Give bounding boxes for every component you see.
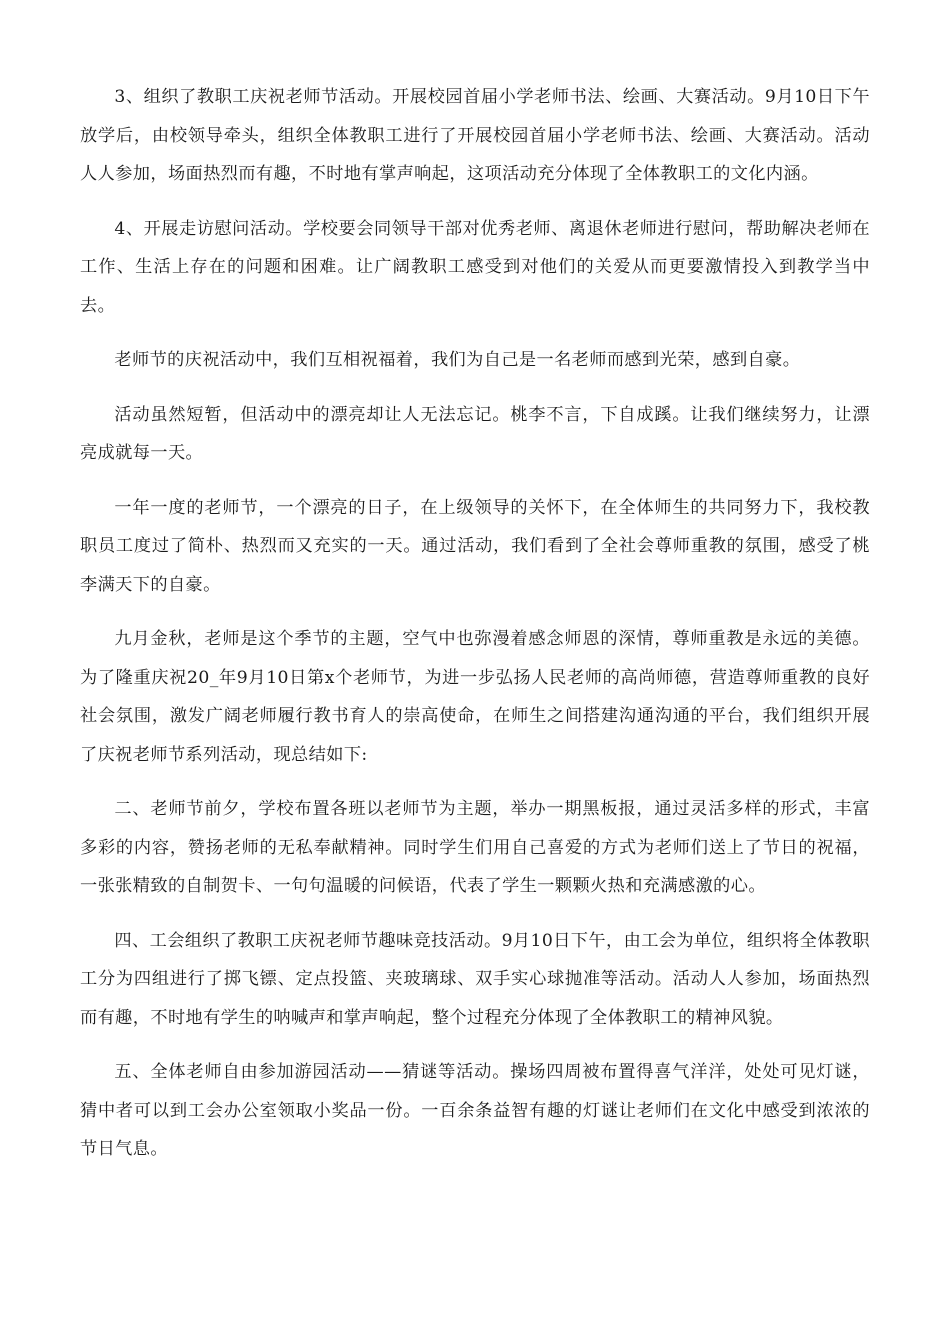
paragraph-section-5: 五、全体老师自由参加游园活动——猜谜等活动。操场四周被布置得喜气洋洋，处处可见灯谜，猜中者可以到工会办公室领取小奖品一份。一百余条益智有趣的灯谜让老师们在文化中感受到浓浓的节日气息。 [80,1062,870,1159]
paragraph-closing-wish: 活动虽然短暂，但活动中的漂亮却让人无法忘记。桃李不言，下自成蹊。让我们继续努力，让漂亮成就每一天。 [80,404,870,463]
paragraph-activity-4: 4、开展走访慰问活动。学校要会同领导干部对优秀老师、离退休老师进行慰问，帮助解决老师在工作、生活上存在的问题和困难。让广阔教职工感受到对他们的关爱从而更要激情投入到教学当中去。 [80,218,870,316]
paragraph-section-4: 四、工会组织了教职工庆祝老师节趣味竞技活动。9月10日下午，由工会为单位，组织将全体教职工分为四组进行了掷飞镖、定点投篮、夹玻璃球、双手实心球抛准等活动。活动人人参加，场面热烈而有趣，不时地有学生的呐喊声和掌声响起，整个过程充分体现了全体教职工的精神风貌。 [80,930,870,1028]
paragraph-activity-3: 3、组织了教职工庆祝老师节活动。开展校园首届小学老师书法、绘画、大赛活动。9月10日下午放学后，由校领导牵头，组织全体教职工进行了开展校园首届小学老师书法、绘画、大赛活动。活动人人参加，场面热烈而有趣，不时地有掌声响起，这项活动充分体现了全体教职工的文化内涵。 [80,87,870,184]
paragraph-section-2: 二、老师节前夕，学校布置各班以老师节为主题，举办一期黑板报，通过灵活多样的形式，丰富多彩的内容，赞扬老师的无私奉献精神。同时学生们用自己喜爱的方式为老师们送上了节日的祝福，一张张精致的自制贺卡、一句句温暖的问候语，代表了学生一颗颗火热和充满感激的心。 [80,799,870,896]
paragraph-introduction: 九月金秋，老师是这个季节的主题，空气中也弥漫着感念师恩的深情，尊师重教是永远的美德。为了隆重庆祝20_年9月10日第x个老师节，为进一步弘扬人民老师的高尚师德，营造尊师重教的良好社会氛围，激发广阔老师履行教书育人的崇高使命，在师生之间搭建沟通沟通的平台，我们组织开展了庆祝老师节系列活动，现总结如下: [80,629,870,765]
document-body [80,78,870,1185]
paragraph-celebration: 老师节的庆祝活动中，我们互相祝福着，我们为自己是一名老师而感到光荣，感到自豪。 [114,350,801,370]
paragraph-teachers-day: 一年一度的老师节，一个漂亮的日子，在上级领导的关怀下，在全体师生的共同努力下，我校教职员工度过了简朴、热烈而又充实的一天。通过活动，我们看到了全社会尊师重教的氛围，感受了桃李满天下的自豪。 [80,497,870,595]
